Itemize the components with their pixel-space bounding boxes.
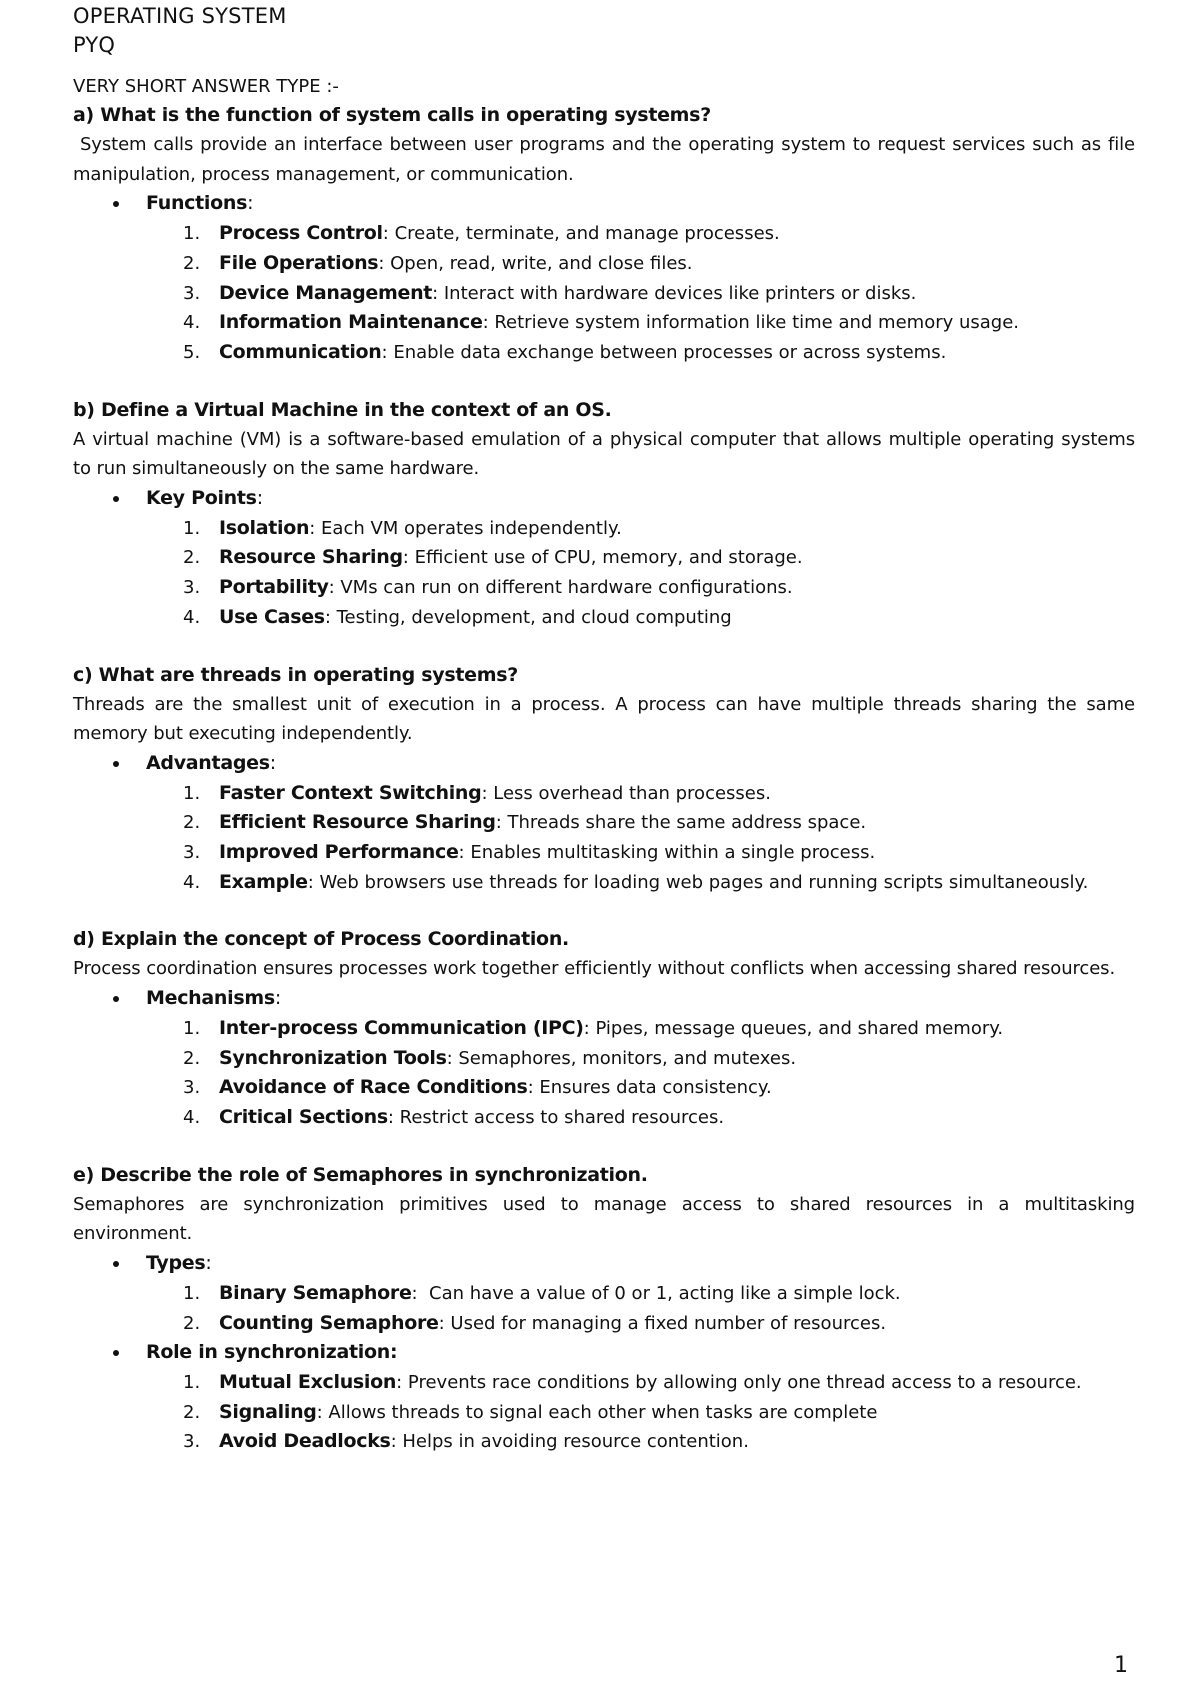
numbered-item <box>73 279 1135 309</box>
item-term: Efficient Resource Sharing <box>219 811 496 834</box>
item-number: 4. <box>183 871 201 893</box>
numbered-item <box>73 1103 1135 1133</box>
bullet-heading-text: Key Points <box>146 487 257 510</box>
bullet-heading-suffix: : <box>205 1252 212 1275</box>
bullet-heading <box>146 484 1135 514</box>
item-term: Critical Sections <box>219 1105 388 1128</box>
bullet-heading-text: Functions <box>146 192 248 215</box>
item-term: Signaling <box>219 1400 317 1423</box>
item-description: : Prevents race conditions by allowing only one thread access to a resource. <box>396 1371 1082 1393</box>
item-term: Binary Semaphore <box>219 1281 412 1304</box>
bullet-dot-icon <box>113 201 119 207</box>
page-number: 1 <box>1114 1653 1128 1678</box>
item-description: : Ensures data consistency. <box>527 1077 772 1099</box>
question-block <box>73 1161 1141 1457</box>
answer-paragraph: Semaphores are synchronization primitives used to manage access to shared resources in a multitasking environment. <box>73 1193 1141 1245</box>
bullet-item <box>73 984 1135 1133</box>
item-number: 2. <box>183 1047 201 1069</box>
item-description: : Open, read, write, and close files. <box>378 252 693 274</box>
item-term: Isolation <box>219 516 310 539</box>
document-body <box>73 2 1141 1457</box>
item-description: : Create, terminate, and manage processes. <box>382 223 780 245</box>
item-description: : Threads share the same address space. <box>495 812 867 834</box>
question-heading: a) What is the function of system calls in operating systems? <box>73 104 711 126</box>
item-description: : VMs can run on different hardware configurations. <box>328 577 793 599</box>
item-number: 5. <box>183 341 201 363</box>
numbered-item <box>73 838 1135 868</box>
bullet-heading-suffix: : <box>247 192 254 215</box>
question-block <box>73 661 1141 926</box>
bullet-heading <box>146 189 1135 219</box>
item-description: : Used for managing a fixed number of resources. <box>438 1312 887 1334</box>
item-description: : Semaphores, monitors, and mutexes. <box>446 1047 797 1069</box>
bullet-dot-icon <box>113 496 119 502</box>
bullet-list <box>73 1249 1135 1457</box>
item-number: 4. <box>183 312 201 334</box>
item-number: 2. <box>183 1312 201 1334</box>
bullet-heading-text: Advantages <box>146 751 270 774</box>
numbered-item <box>73 868 1135 898</box>
numbered-item <box>73 514 1135 544</box>
bullet-heading <box>146 1249 1135 1279</box>
question-heading: e) Describe the role of Semaphores in synchronization. <box>73 1163 648 1186</box>
item-description: : Testing, development, and cloud computing <box>324 606 732 628</box>
bullet-heading-suffix: : <box>269 751 276 774</box>
item-term: Example <box>219 870 308 893</box>
numbered-item <box>73 1073 1135 1103</box>
numbered-item <box>73 543 1135 573</box>
item-number: 3. <box>183 1431 201 1453</box>
item-term: File Operations <box>219 251 379 274</box>
bullet-heading-text: Role in synchronization: <box>146 1341 398 1364</box>
numbered-item <box>73 249 1135 279</box>
numbered-item <box>73 1309 1135 1339</box>
numbered-item <box>73 573 1135 603</box>
bullet-item <box>73 1249 1135 1338</box>
bullet-heading <box>146 749 1135 779</box>
item-term: Use Cases <box>219 605 325 628</box>
spacer <box>73 368 1135 396</box>
bullet-list <box>73 189 1135 367</box>
numbered-list <box>146 219 1135 368</box>
item-number: 2. <box>183 812 201 834</box>
numbered-list <box>146 1014 1135 1133</box>
numbered-list <box>146 514 1135 633</box>
question-block <box>73 925 1135 1160</box>
item-description: : Less overhead than processes. <box>481 782 771 804</box>
item-description: : Can have a value of 0 or 1, acting like a simple lock. <box>411 1282 901 1304</box>
item-term: Process Control <box>219 222 383 245</box>
item-number: 3. <box>183 842 201 864</box>
item-term: Avoidance of Race Conditions <box>219 1076 528 1099</box>
bullet-item <box>73 1338 1135 1457</box>
question-block <box>73 101 1141 396</box>
spacer <box>73 897 1135 925</box>
item-term: Faster Context Switching <box>219 781 482 804</box>
bullet-list <box>73 749 1135 898</box>
item-term: Inter-process Communication (IPC) <box>219 1016 584 1039</box>
item-description: : Efficient use of CPU, memory, and storage. <box>402 547 803 569</box>
item-description: : Retrieve system information like time and memory usage. <box>482 312 1020 334</box>
bullet-heading <box>146 1338 1135 1368</box>
item-term: Mutual Exclusion <box>219 1370 397 1393</box>
item-description: : Restrict access to shared resources. <box>387 1106 725 1128</box>
item-description: : Enable data exchange between processes or across systems. <box>381 341 947 363</box>
item-term: Counting Semaphore <box>219 1311 439 1334</box>
bullet-list <box>73 484 1135 633</box>
document-title: OPERATING SYSTEM <box>73 4 287 28</box>
numbered-item <box>73 1014 1135 1044</box>
spacer <box>73 633 1135 661</box>
item-term: Synchronization Tools <box>219 1046 447 1069</box>
item-description: : Helps in avoiding resource contention. <box>390 1431 749 1453</box>
question-heading: c) What are threads in operating systems? <box>73 663 518 686</box>
item-number: 4. <box>183 606 201 628</box>
item-number: 3. <box>183 1077 201 1099</box>
item-description: : Web browsers use threads for loading web pages and running scripts simultaneously. <box>307 871 1089 893</box>
question-block <box>73 396 1141 661</box>
bullet-item <box>73 484 1135 633</box>
numbered-list <box>146 779 1135 898</box>
item-number: 4. <box>183 1106 201 1128</box>
item-number: 2. <box>183 547 201 569</box>
bullet-heading-text: Mechanisms <box>146 987 275 1010</box>
item-term: Avoid Deadlocks <box>219 1430 391 1453</box>
numbered-item <box>73 308 1135 338</box>
answer-paragraph: A virtual machine (VM) is a software-based emulation of a physical computer that allows multiple operating systems to run simultaneously on the same hardware. <box>73 428 1141 480</box>
numbered-item <box>73 1279 1135 1309</box>
item-number: 1. <box>183 223 201 245</box>
bullet-dot-icon <box>113 761 119 767</box>
item-number: 3. <box>183 577 201 599</box>
bullet-dot-icon <box>113 1350 119 1356</box>
bullet-item <box>73 749 1135 898</box>
bullet-heading-text: Types <box>146 1252 206 1275</box>
item-term: Communication <box>219 340 382 363</box>
questions-list <box>73 101 1141 1457</box>
answer-paragraph: System calls provide an interface between user programs and the operating system to request services such as file manipulation, process management, or communication. <box>73 134 1141 185</box>
bullet-heading-suffix: : <box>274 987 281 1010</box>
item-term: Information Maintenance <box>219 311 483 334</box>
item-description: : Allows threads to signal each other when tasks are complete <box>316 1401 878 1423</box>
numbered-item <box>73 1427 1135 1457</box>
item-term: Portability <box>219 576 329 599</box>
item-number: 2. <box>183 252 201 274</box>
item-number: 2. <box>183 1401 201 1423</box>
document-subtitle: PYQ <box>73 33 116 57</box>
item-number: 1. <box>183 782 201 804</box>
item-number: 1. <box>183 1282 201 1304</box>
numbered-item <box>73 1398 1135 1428</box>
numbered-list <box>146 1368 1135 1457</box>
bullet-dot-icon <box>113 996 119 1002</box>
item-number: 1. <box>183 517 201 539</box>
numbered-item <box>73 219 1135 249</box>
numbered-item <box>73 1044 1135 1074</box>
bullet-heading-suffix: : <box>256 487 263 510</box>
item-term: Improved Performance <box>219 841 459 864</box>
question-heading: b) Define a Virtual Machine in the context of an OS. <box>73 398 612 421</box>
item-term: Resource Sharing <box>219 546 403 569</box>
bullet-list <box>73 984 1135 1133</box>
item-term: Device Management <box>219 281 433 304</box>
answer-paragraph: Threads are the smallest unit of execution in a process. A process can have multiple threads sharing the same memory but executing independently. <box>73 693 1141 745</box>
numbered-list <box>146 1279 1135 1338</box>
item-description: : Interact with hardware devices like printers or disks. <box>432 282 917 304</box>
item-number: 1. <box>183 1371 201 1393</box>
numbered-item <box>73 1368 1135 1398</box>
numbered-item <box>73 603 1135 633</box>
item-number: 3. <box>183 282 201 304</box>
numbered-item <box>73 808 1135 838</box>
item-description: : Enables multitasking within a single process. <box>458 842 876 864</box>
item-description: : Each VM operates independently. <box>309 517 622 539</box>
bullet-heading <box>146 984 1135 1014</box>
numbered-item <box>73 338 1135 368</box>
item-number: 1. <box>183 1017 201 1039</box>
section-heading: VERY SHORT ANSWER TYPE :- <box>73 76 339 97</box>
bullet-item <box>73 189 1135 367</box>
bullet-dot-icon <box>113 1261 119 1267</box>
item-description: : Pipes, message queues, and shared memory. <box>583 1017 1004 1039</box>
answer-paragraph: Process coordination ensures processes work together efficiently without conflicts when accessing shared resources. <box>73 958 1116 980</box>
question-heading: d) Explain the concept of Process Coordination. <box>73 928 569 951</box>
numbered-item <box>73 779 1135 809</box>
spacer <box>73 1133 1135 1161</box>
